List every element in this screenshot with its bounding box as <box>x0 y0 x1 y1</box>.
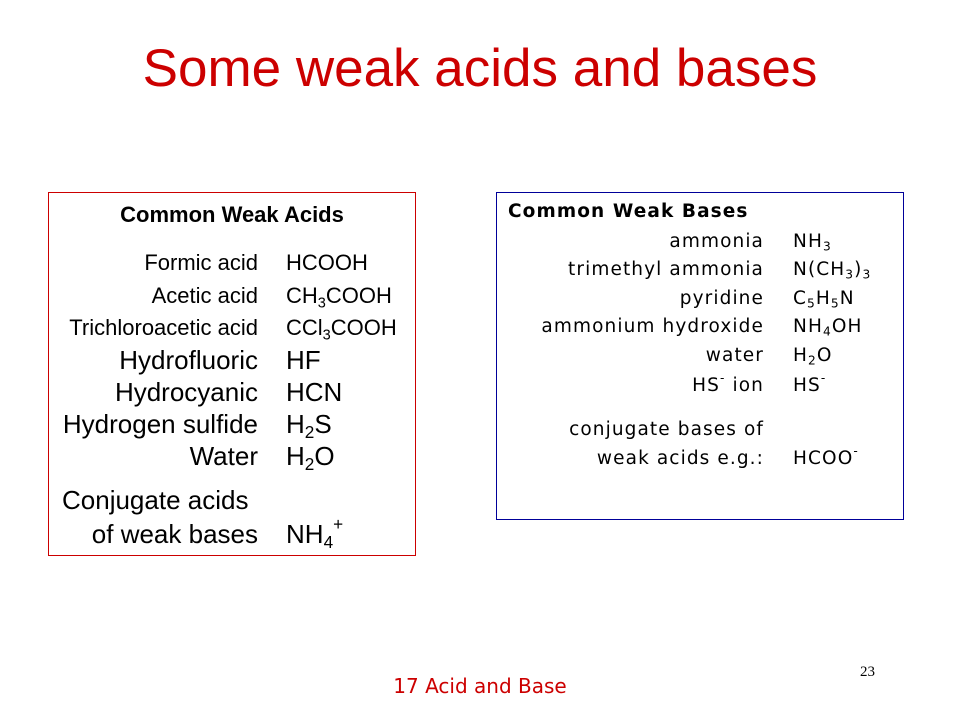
base-row-water <box>497 343 833 369</box>
formula-subscript: 4 <box>822 324 832 339</box>
formula-text: CCl <box>286 315 323 340</box>
acid-row-hydrocyanic <box>49 376 342 408</box>
base-row-conjugate <box>497 445 859 471</box>
formula-subscript: 4 <box>323 532 334 552</box>
base-name: pyridine <box>679 288 764 309</box>
formula-text: HF <box>286 345 321 375</box>
acid-name: of weak bases <box>91 518 258 549</box>
acid-formula <box>286 281 392 311</box>
formula-text: ) <box>854 259 863 280</box>
formula-text: O <box>314 441 335 471</box>
formula-superscript: - <box>820 371 827 385</box>
base-name: weak acids e.g.: <box>596 448 764 470</box>
formula-text: H <box>815 288 831 309</box>
name-text: ion <box>725 375 764 397</box>
acid-name: Acetic acid <box>151 283 258 308</box>
formula-subscript: 3 <box>862 267 872 282</box>
conjugate-bases-label: conjugate bases of <box>569 419 764 440</box>
formula-subscript: 2 <box>304 422 315 443</box>
formula-text: HCN <box>286 377 343 407</box>
acid-formula <box>286 248 368 278</box>
formula-superscript: + <box>333 514 344 534</box>
weak-bases-heading: Common Weak Bases <box>508 201 749 222</box>
acid-row-hydrofluoric <box>49 344 321 376</box>
formula-text: HS <box>793 375 821 397</box>
acid-formula <box>286 376 342 408</box>
formula-subscript: 5 <box>807 296 816 311</box>
acid-row-formic <box>49 248 368 278</box>
acid-row-acetic <box>49 281 392 311</box>
formula-text: S <box>314 409 332 439</box>
base-formula <box>793 229 832 255</box>
formula-subscript: 2 <box>304 454 315 475</box>
base-row-conjugate-label <box>497 417 764 443</box>
formula-superscript: - <box>853 444 859 458</box>
acid-name: Hydrofluoric <box>119 345 258 375</box>
acid-row-conjugate <box>49 514 344 552</box>
conjugate-acids-label: Conjugate acids <box>62 485 249 515</box>
formula-subscript: 3 <box>317 295 326 312</box>
base-name: trimethyl ammonia <box>568 259 764 280</box>
acid-formula <box>286 344 321 376</box>
name-superscript: - <box>720 371 726 385</box>
formula-text: HCOO <box>793 448 854 470</box>
base-name: ammonia <box>669 231 764 252</box>
base-formula <box>793 343 833 369</box>
name-text: HS <box>692 375 721 397</box>
acid-formula <box>286 408 332 441</box>
acid-name: Hydrogen sulfide <box>62 409 258 439</box>
acid-name: Trichloroacetic acid <box>69 315 258 340</box>
formula-text: C <box>793 288 808 309</box>
formula-text: O <box>816 345 833 366</box>
formula-text: COOH <box>330 315 397 340</box>
acid-name: Water <box>189 441 258 471</box>
weak-bases-box <box>496 192 904 520</box>
acid-row-hydrogen-sulfide <box>49 408 332 443</box>
acid-formula <box>286 313 397 343</box>
formula-text: NH <box>793 231 823 252</box>
acid-formula <box>286 516 343 551</box>
base-row-ammonium-hydroxide <box>497 314 863 340</box>
acid-name: Hydrocyanic <box>114 377 258 407</box>
formula-text: N <box>839 288 855 309</box>
formula-text: COOH <box>325 283 392 308</box>
base-row-trimethyl-ammonia <box>497 257 871 283</box>
acid-row-water <box>49 440 335 475</box>
base-name: water <box>705 345 764 366</box>
base-formula <box>793 257 871 283</box>
acid-name: Formic acid <box>144 250 258 275</box>
base-name <box>497 372 764 399</box>
formula-subscript: 3 <box>322 327 331 344</box>
base-formula <box>793 445 859 472</box>
formula-text: CH <box>286 283 318 308</box>
formula-text: NH <box>793 316 823 337</box>
acid-formula <box>286 440 335 473</box>
base-formula <box>793 372 826 399</box>
slide-title: Some weak acids and bases <box>142 39 818 98</box>
formula-subscript: 3 <box>822 239 832 254</box>
formula-subscript: 3 <box>845 267 855 282</box>
weak-acids-box <box>48 192 416 556</box>
page-number: 23 <box>860 664 875 680</box>
weak-acids-heading: Common Weak Acids <box>120 202 344 227</box>
footer-title: 17 Acid and Base <box>393 674 567 698</box>
base-name: ammonium hydroxide <box>541 316 764 337</box>
formula-text: HCOOH <box>286 250 368 275</box>
formula-subscript: 2 <box>808 353 817 368</box>
formula-subscript: 5 <box>830 296 840 311</box>
formula-text: OH <box>831 316 863 337</box>
formula-text: NH <box>286 518 324 549</box>
acid-row-trichloroacetic <box>49 313 397 343</box>
base-formula <box>793 286 855 312</box>
formula-text: H <box>793 345 809 366</box>
base-row-ammonia <box>497 229 832 255</box>
formula-text: H <box>286 441 305 471</box>
base-row-pyridine <box>497 286 855 312</box>
base-row-hs-ion <box>497 372 826 398</box>
base-formula <box>793 314 863 340</box>
formula-text: H <box>286 409 305 439</box>
formula-text: N(CH <box>793 259 846 280</box>
